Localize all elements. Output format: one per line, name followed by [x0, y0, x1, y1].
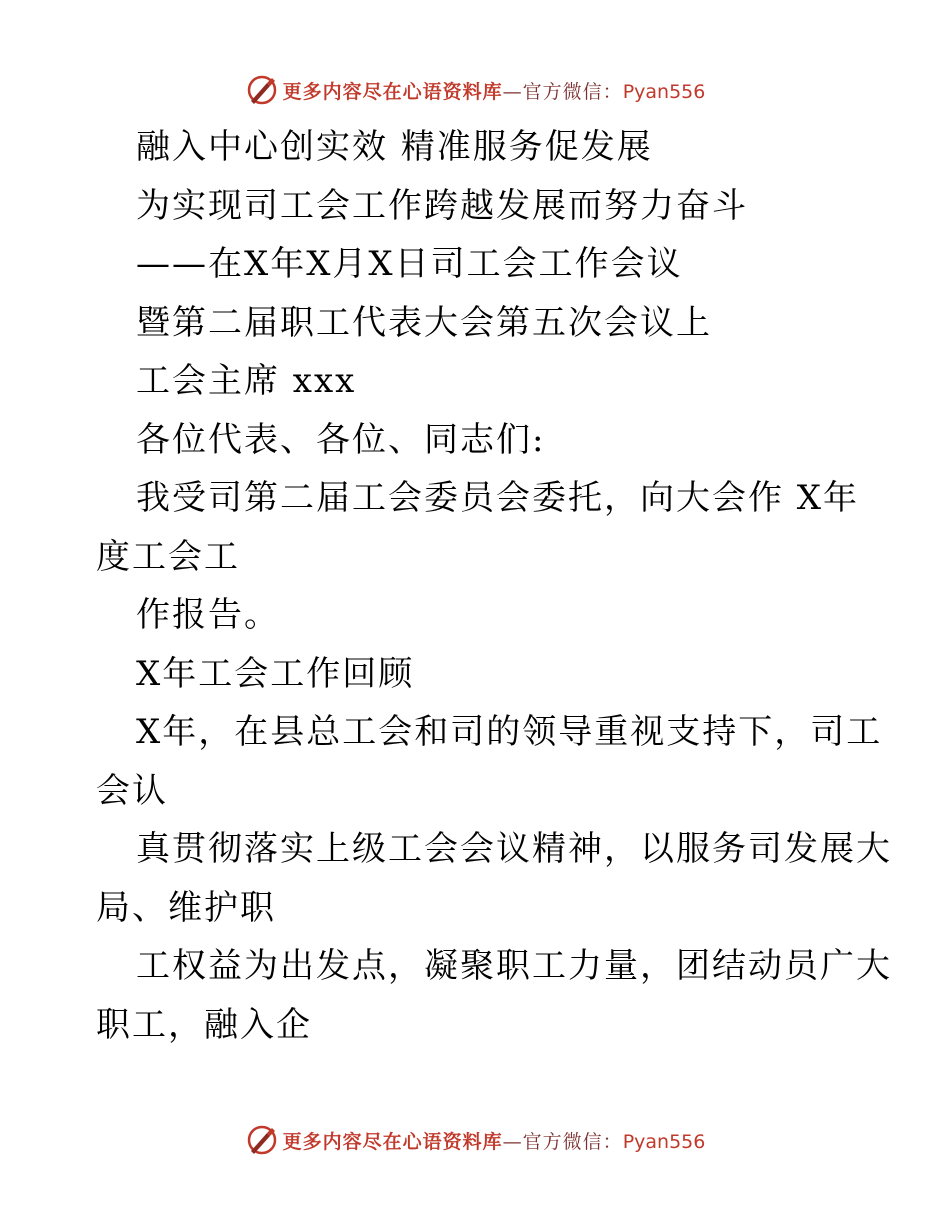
document-line: 工权益为出发点，凝聚职工力量，团结动员广大 [136, 946, 892, 986]
document-line: 工会主席 xxx [136, 361, 357, 401]
document-line: 为实现司工会工作跨越发展而努力奋斗 [136, 185, 748, 226]
watermark-separator: —官方微信： [502, 1130, 623, 1153]
document-line: 度工会工 [96, 536, 240, 577]
document-line: 真贯彻落实上级工会会议精神，以服务司发展大 [136, 829, 892, 869]
pen-logo-icon [245, 1123, 279, 1157]
watermark-wechat-id: Pyan556 [622, 1130, 706, 1153]
watermark-text [283, 1127, 706, 1154]
document-line: 融入中心创实效 精准服务促发展 [136, 127, 653, 167]
document-line: 我受司第二届工会委员会委托，向大会作 X年 [136, 478, 860, 518]
document-line: 职工，融入企 [96, 1004, 312, 1045]
watermark-site-text: 更多内容尽在心语资料库 [282, 80, 503, 103]
document-line: 各位代表、各位、同志们: [136, 419, 546, 460]
watermark-separator: —官方微信： [502, 80, 623, 103]
watermark-wechat-id: Pyan556 [622, 80, 706, 103]
document-line: 局、维护职 [96, 887, 276, 928]
document-line: 作报告。 [136, 595, 280, 635]
document-line: ——在X年X月X日司工会工作会议 [136, 244, 683, 284]
watermark-text [283, 77, 706, 104]
watermark-header [0, 70, 950, 110]
document-body [96, 118, 892, 1054]
document-line: 暨第二届职工代表大会第五次会议上 [136, 302, 712, 343]
document-line: 会认 [96, 770, 168, 811]
document-line: X年，在县总工会和司的领导重视支持下，司工 [136, 712, 883, 752]
pen-logo-icon [245, 73, 279, 107]
watermark-site-text: 更多内容尽在心语资料库 [282, 1130, 503, 1153]
watermark-footer [0, 1120, 950, 1160]
document-line: X年工会工作回顾 [136, 653, 415, 694]
